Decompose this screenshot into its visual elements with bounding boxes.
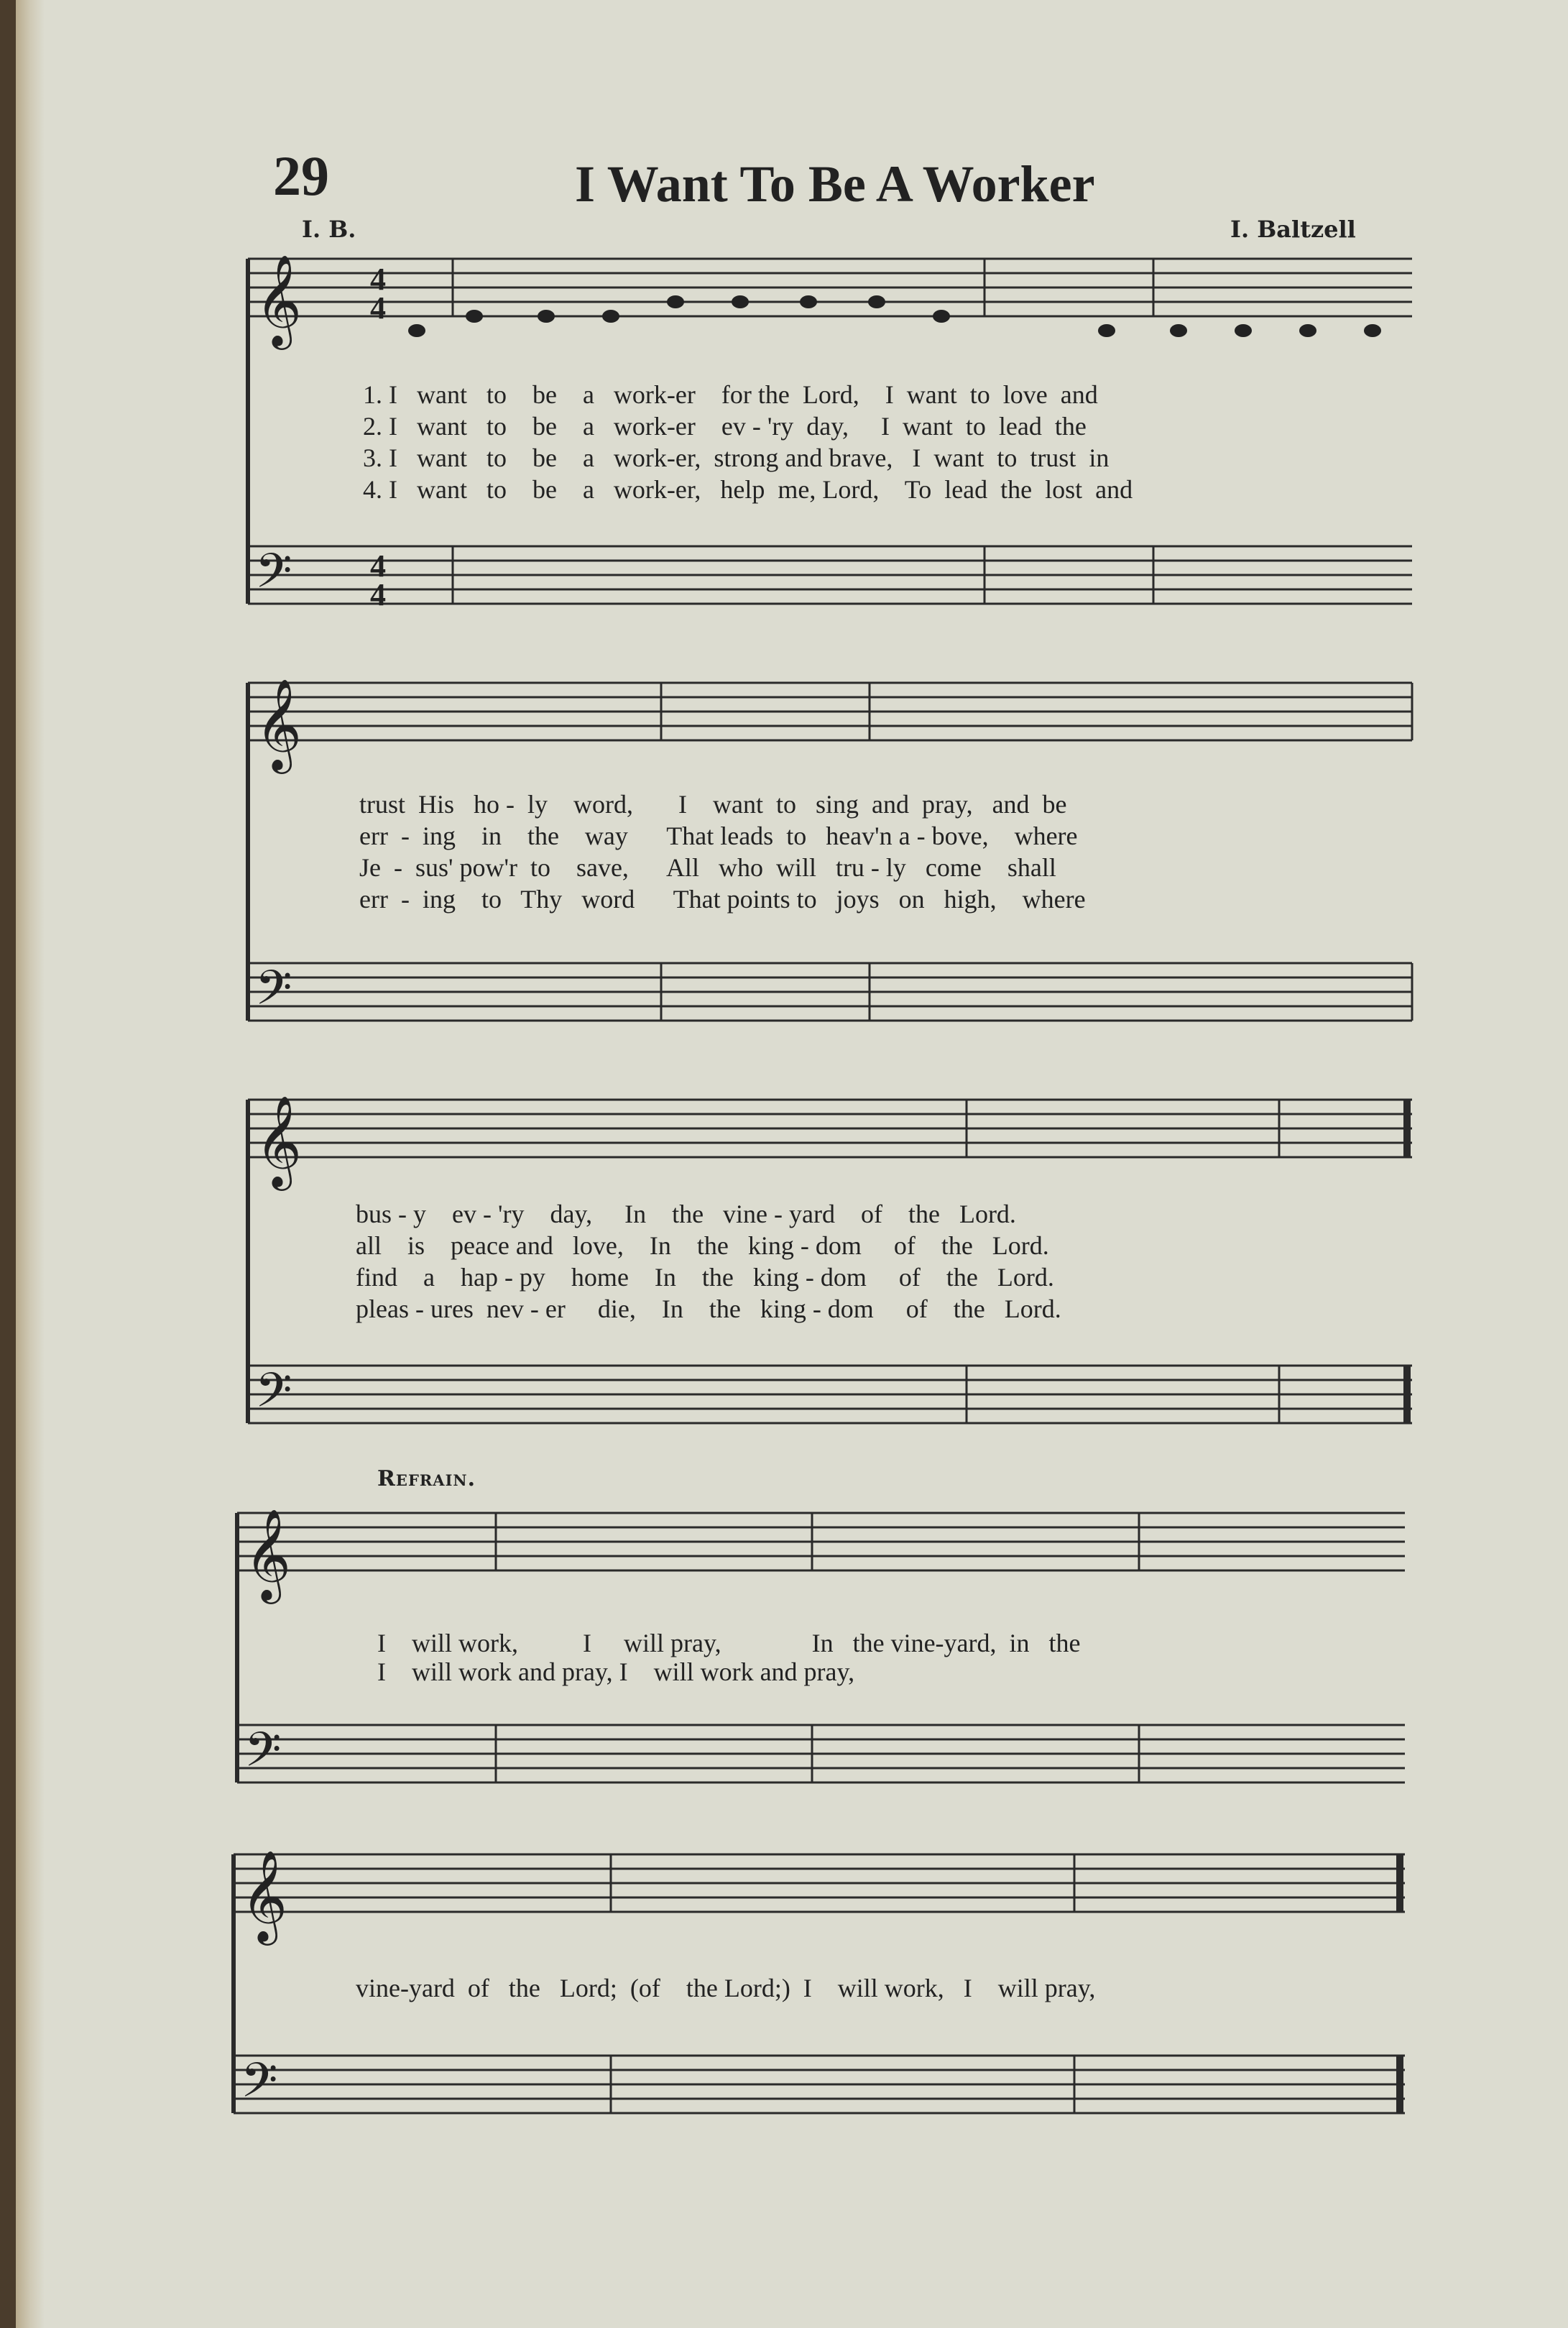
lyric-s2-v3: Je - sus' pow'r to save, All who will tru - ly come shall: [359, 853, 1056, 882]
svg-text:4: 4: [370, 548, 386, 584]
hymn-title: I Want To Be A Worker: [575, 155, 1095, 213]
svg-text:4: 4: [370, 577, 386, 612]
lyric-s2-v2: err - ing in the way That leads to heav'n a - bove, where: [359, 822, 1078, 850]
lyric-s3-v1: bus - y ev - 'ry day, In the vine - yard of the Lord.: [356, 1200, 1016, 1228]
lyric-s2-v1: trust His ho - ly word, I want to sing and pray, and be: [359, 790, 1067, 819]
lyric-s1-v1: 1. I want to be a work-er for the Lord, I want to love and: [363, 380, 1098, 409]
lyric-s3-v4: pleas - ures nev - er die, In the king - dom of the Lord.: [356, 1294, 1061, 1323]
lyric-s2-v4: err - ing to Thy word That points to joys on high, where: [359, 885, 1086, 914]
svg-text:𝄞: 𝄞: [255, 254, 303, 346]
lyric-s4-line1: I will work, I will pray, In the vine-yard, in the: [377, 1629, 1081, 1657]
svg-text:𝄞: 𝄞: [244, 1508, 292, 1600]
svg-text:4: 4: [370, 290, 386, 326]
svg-text:𝄞: 𝄞: [255, 678, 303, 770]
lyric-s4-line2: I will work and pray, I will work and pray,: [377, 1657, 855, 1686]
lyric-s1-v3: 3. I want to be a work-er, strong and brave, I want to trust in: [363, 443, 1110, 472]
lyric-s1-v2: 2. I want to be a work-er ev - 'ry day, I want to lead the: [363, 412, 1087, 441]
system-1-bass-staff: [248, 546, 1412, 604]
svg-text:𝄞: 𝄞: [241, 1849, 288, 1941]
svg-text:𝄢: 𝄢: [255, 543, 292, 610]
music-credit: I. Baltzell: [1230, 216, 1356, 243]
system-1-treble-staff: [248, 259, 1412, 316]
hymn-number: 29: [273, 144, 329, 207]
svg-text:𝄢: 𝄢: [255, 960, 292, 1027]
words-credit: I. B.: [302, 216, 356, 243]
svg-text:𝄢: 𝄢: [244, 1722, 282, 1789]
svg-text:4: 4: [370, 262, 386, 297]
svg-text:𝄢: 𝄢: [241, 2053, 278, 2120]
svg-text:𝄢: 𝄢: [255, 1363, 292, 1430]
svg-text:𝄞: 𝄞: [255, 1095, 303, 1187]
lyric-s3-v2: all is peace and love, In the king - dom of the Lord.: [356, 1231, 1049, 1260]
lyric-s1-v4: 4. I want to be a work-er, help me, Lord, To lead the lost and: [363, 475, 1133, 504]
lyric-s5-line1: vine-yard of the Lord; (of the Lord;) I will work, I will pray,: [356, 1974, 1096, 2002]
lyric-s3-v3: find a hap - py home In the king - dom of the Lord.: [356, 1263, 1054, 1292]
refrain-label: Refrain.: [377, 1466, 476, 1491]
